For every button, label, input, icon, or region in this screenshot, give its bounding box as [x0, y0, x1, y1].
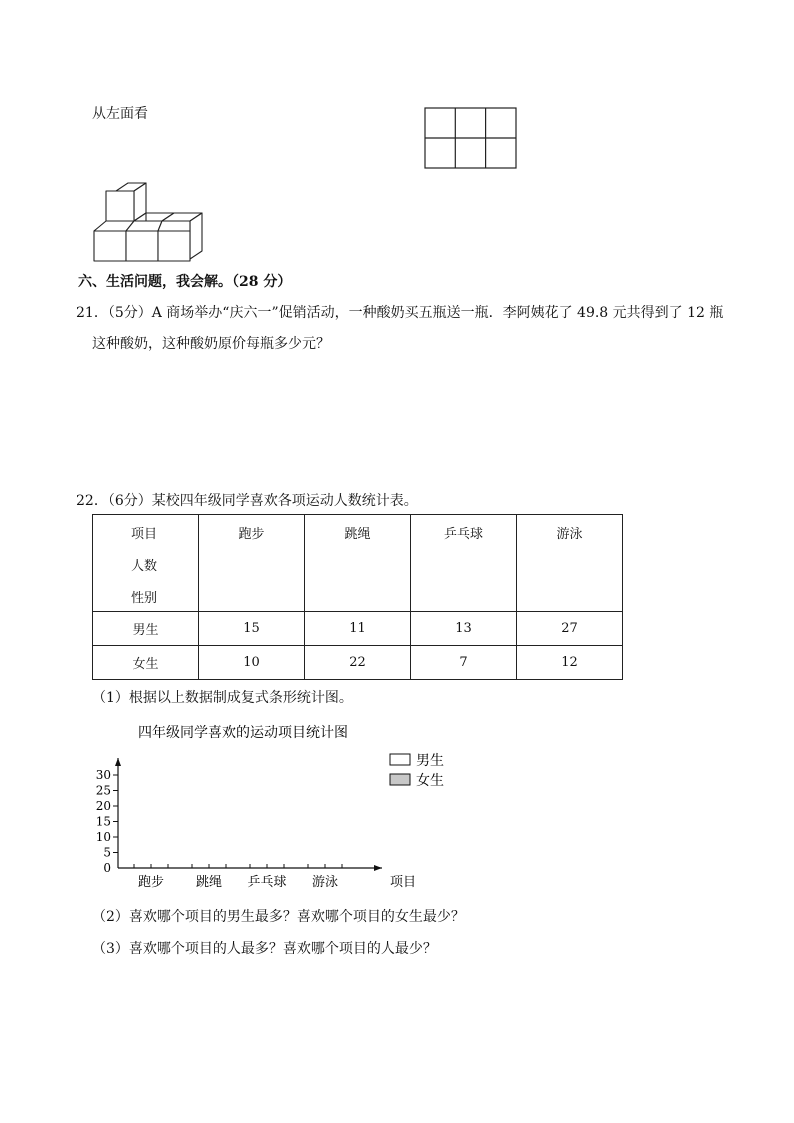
y-tick-label: 5 — [103, 845, 111, 860]
table-cell: 7 — [411, 646, 517, 680]
y-tick-label: 20 — [95, 799, 111, 813]
table-row — [93, 612, 623, 646]
x-tick-label: 游泳 — [311, 875, 339, 890]
table-cell: 12 — [517, 646, 623, 680]
legend-label: 男生 — [416, 753, 444, 769]
table-corner-cell — [93, 515, 199, 612]
x-axis-label: 项目 — [390, 875, 417, 890]
corner-label-item: 项目 — [131, 527, 158, 542]
y-tick-label: 10 — [95, 830, 111, 844]
section-title: 六、生活问题，我会解。（28 分） — [78, 274, 292, 290]
table-header — [411, 515, 517, 612]
legend-label: 女生 — [416, 773, 444, 789]
header-label: 乒乓球 — [443, 527, 483, 542]
row-label: 男生 — [93, 612, 199, 646]
answer-grid — [424, 107, 518, 170]
y-tick-label: 0 — [103, 861, 111, 875]
y-axis-arrow — [115, 758, 121, 766]
q22-intro: 22．（6分）某校四年级同学喜欢各项运动人数统计表。 — [76, 493, 418, 509]
bar-chart — [90, 718, 470, 898]
table-header — [199, 515, 305, 612]
corner-label-count: 人数 — [131, 559, 158, 574]
left-view-label: 从左面看 — [92, 106, 148, 122]
header-label: 游泳 — [556, 527, 583, 542]
legend-swatch — [390, 774, 410, 785]
legend-swatch — [390, 754, 410, 765]
stats-table — [92, 514, 623, 680]
table-cell: 13 — [411, 612, 517, 646]
chart-title: 四年级同学喜欢的运动项目统计图 — [138, 725, 348, 741]
table-header — [517, 515, 623, 612]
q21-line1: 21．（5分）A 商场举办“庆六一”促销活动，一种酸奶买五瓶送一瓶．李阿姨花了 49.8 元共得到了 12 瓶 — [76, 305, 724, 321]
table-cell: 10 — [199, 646, 305, 680]
q22-sub3: （3）喜欢哪个项目的人最多？喜欢哪个项目的人最少？ — [92, 941, 437, 957]
q21-line2: 这种酸奶，这种酸奶原价每瓶多少元？ — [92, 336, 330, 352]
table-cell: 27 — [517, 612, 623, 646]
q22-sub1: （1）根据以上数据制成复式条形统计图。 — [92, 690, 353, 706]
table-cell: 22 — [305, 646, 411, 680]
y-tick-label: 25 — [95, 783, 111, 798]
table-cell: 15 — [199, 612, 305, 646]
table-header — [305, 515, 411, 612]
x-tick-label: 跳绳 — [195, 875, 223, 890]
y-tick-label: 15 — [95, 814, 111, 829]
table-row — [93, 646, 623, 680]
x-axis-arrow — [374, 865, 382, 871]
y-tick-label: 30 — [95, 768, 111, 782]
corner-label-gender: 性别 — [131, 591, 158, 606]
q22-sub2: （2）喜欢哪个项目的男生最多？喜欢哪个项目的女生最少？ — [92, 909, 465, 925]
x-tick-label: 乒乓球 — [247, 875, 287, 890]
row-label: 女生 — [93, 646, 199, 680]
x-tick-label: 跑步 — [137, 875, 165, 890]
table-cell: 11 — [305, 612, 411, 646]
header-label: 跑步 — [238, 527, 265, 542]
cube-figure — [90, 180, 206, 264]
header-label: 跳绳 — [344, 527, 371, 542]
